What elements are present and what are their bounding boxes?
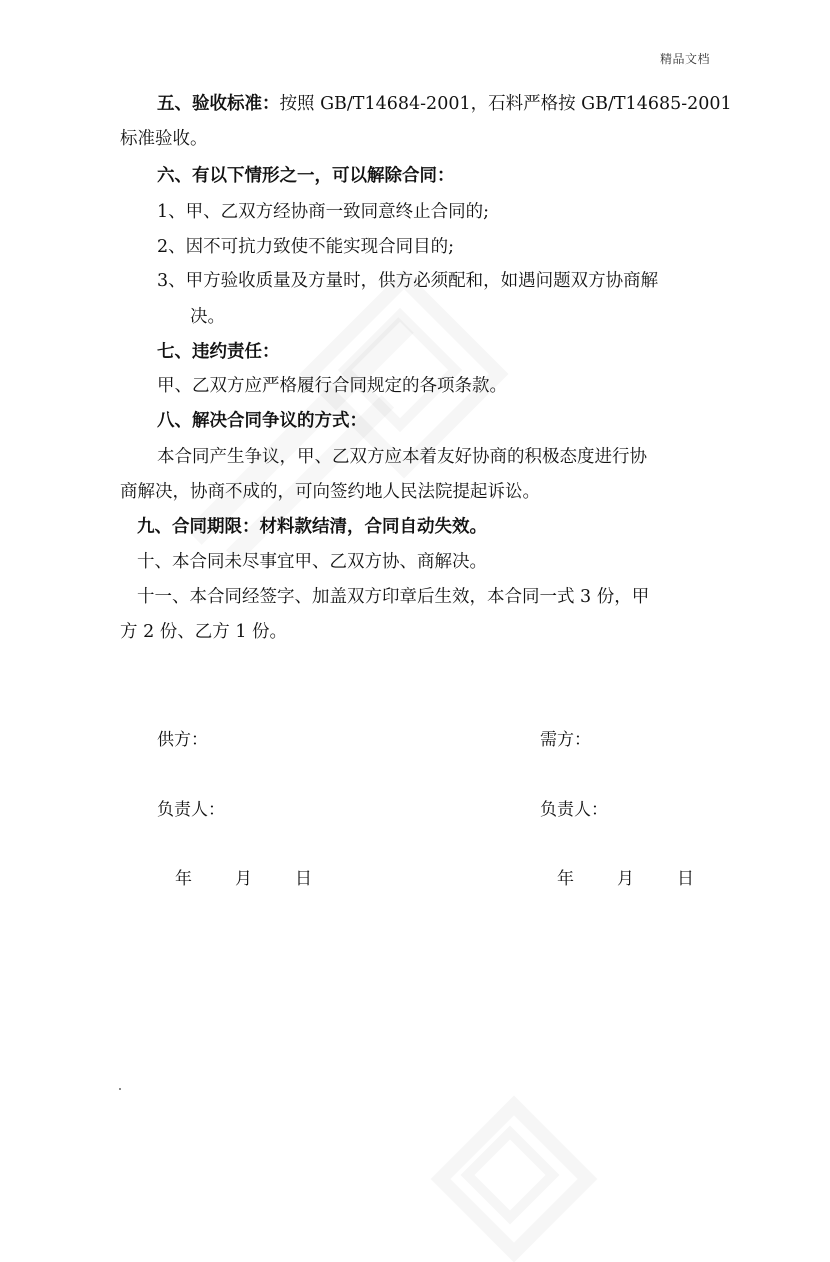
clause-nine-text: 九、合同期限：材料款结清，合同自动失效。 [137, 517, 487, 537]
clause-ten-text: 十、本合同未尽事宜甲、乙双方协、商解决。 [137, 552, 487, 572]
clause-five-line1 [157, 92, 732, 116]
watermark-logo-icon [431, 1096, 598, 1262]
supplier-date-day: 日 [295, 869, 312, 889]
buyer-person-label: 负责人： [540, 800, 608, 820]
supplier-label: 供方： [157, 730, 208, 750]
supplier-date-month: 月 [235, 869, 252, 889]
clause-eight-text-line2: 商解决，协商不成的，可向签约地人民法院提起诉讼。 [120, 482, 540, 502]
clause-six-item-2: 2、因不可抗力致使不能实现合同目的; [157, 237, 455, 257]
supplier-person-label: 负责人： [157, 800, 225, 820]
clause-eight-heading: 八、解决合同争议的方式： [157, 411, 367, 431]
clause-eleven-text-line2: 方 2 份、乙方 1 份。 [120, 622, 288, 642]
clause-six-item-3: 3、甲方验收质量及方量时，供方必须配和，如遇问题双方协商解 [157, 271, 659, 291]
clause-eleven-text-line1: 十一、本合同经签字、加盖双方印章后生效，本合同一式 3 份，甲 [137, 587, 650, 607]
clause-five-text: 按照 GB/T14684-2001，石料严格按 GB/T14685-2001 [279, 94, 732, 114]
buyer-date [557, 867, 737, 891]
clause-seven-heading: 七、违约责任： [157, 342, 280, 362]
page-header-mark: 精品文档 [660, 52, 711, 66]
clause-seven-text: 甲、乙双方应严格履行合同规定的各项条款。 [157, 376, 507, 396]
clause-six-item-1: 1、甲、乙双方经协商一致同意终止合同的; [157, 202, 490, 222]
clause-five-line2: 标准验收。 [120, 129, 208, 149]
clause-eight-text-line1: 本合同产生争议，甲、乙双方应本着友好协商的积极态度进行协 [157, 447, 647, 467]
clause-six-heading: 六、有以下情形之一，可以解除合同： [157, 166, 455, 186]
watermark-logo-inner-icon [461, 1126, 560, 1225]
clause-five-heading: 五、验收标准： [157, 94, 280, 114]
buyer-date-day: 日 [677, 869, 694, 889]
buyer-date-year: 年 [557, 869, 574, 889]
clause-six-item-3-cont: 决。 [190, 307, 225, 327]
supplier-date-year: 年 [175, 869, 192, 889]
page-dot-mark [119, 1088, 121, 1090]
supplier-date [175, 867, 355, 891]
buyer-label: 需方： [540, 730, 591, 750]
buyer-date-month: 月 [617, 869, 634, 889]
